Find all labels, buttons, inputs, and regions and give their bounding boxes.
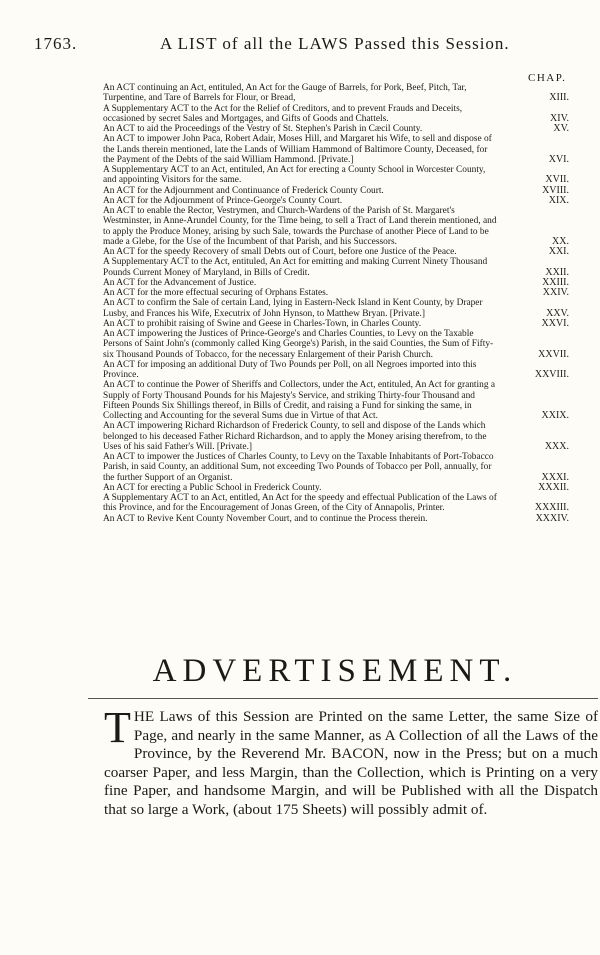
page-header: [0, 34, 600, 64]
act-chapter-number: XXXIV.: [535, 512, 569, 524]
act-title: An ACT for the speedy Recovery of small Debts out of Court, before one Justice of the Peace.: [103, 247, 457, 257]
drop-cap: T: [104, 703, 131, 752]
act-title: An ACT for imposing an additional Duty of Two Pounds per Poll, on all Negroes imported into this Province.: [103, 359, 477, 380]
act-entry: [103, 288, 573, 298]
act-chapter-number: XXX.: [544, 440, 569, 452]
advertisement-rule: [88, 698, 598, 699]
act-entry: [103, 329, 573, 360]
act-entry: [103, 206, 573, 247]
act-chapter-number: XXVIII.: [534, 369, 569, 380]
act-title: A Supplementary ACT to the Act, entituled, An Act for emitting and making Current Ninety Thousand Pounds Current Money of Maryland, in Bills of Credit.: [103, 257, 488, 278]
act-entry: [103, 514, 573, 524]
act-chapter-number: XXIII.: [542, 276, 569, 288]
act-title: An ACT to confirm the Sale of certain Land, lying in Eastern-Neck Island in Kent County, by Draper Lusby, and Frances his Wife, Executrix of John Hynson, to Matthew Bryan. [Private.]: [103, 298, 483, 319]
act-title: An ACT for the Adjournment of Prince-George's County Court.: [103, 195, 343, 206]
act-chapter-number: XXVI.: [541, 317, 569, 329]
act-title: An ACT to enable the Rector, Vestrymen, and Church-Wardens of the Parish of St. Margaret's Westminster, in Anne-Arundel County, for the Time being, to sell a Tract of Land therein mentioned, and to apply the Produce Money, arising by such Sale, towards the Purchase of another Piece of Land to be made a Glebe, for the Use of the Incumbent of that Parish, and his Successors.: [103, 206, 497, 247]
act-title: An ACT to aid the Proceedings of the Vestry of St. Stephen's Parish in Cæcil County.: [103, 124, 423, 134]
act-title: An ACT for erecting a Public School in Frederick County.: [103, 482, 322, 493]
act-chapter-number: XIX.: [548, 194, 569, 206]
act-entry: [103, 257, 573, 278]
act-title: An ACT to prohibit raising of Swine and Geese in Charles-Town, in Charles County.: [103, 318, 422, 329]
act-chapter-number: XXXII.: [538, 481, 569, 493]
act-entry: [103, 165, 573, 186]
act-entry: [103, 493, 573, 514]
act-title: An ACT to continue the Power of Sheriffs and Collectors, under the Act, entituled, An Act for granting a Supply of Forty Thousand Pounds for his Majesty's Service, and striking Thirty-four Thousand and Fifteen Pounds Six Shillings thereof, in Bills of Credit, and raising a Fund for sinking the same, in Collecting and Accounting for the several Sums due in Virtue of that Act.: [103, 380, 496, 421]
act-chapter-number: XVII.: [545, 174, 569, 186]
act-entry: [103, 298, 573, 319]
act-title: An ACT for the Adjournment and Continuance of Frederick County Court.: [103, 185, 384, 196]
act-title: A Supplementary ACT to an Act, entituled, An Act for erecting a County School in Worcester County, and appointing Visitors for the same.: [103, 165, 486, 186]
act-entry: [103, 421, 573, 452]
act-title: An ACT to impower the Justices of Charles County, to Levy on the Taxable Inhabitants of Port-Tobacco Parish, in said County, an additional Sum, not exceeding Two Pounds of Tobacco per Poll, annually, for the further Support of an Organist.: [103, 452, 494, 483]
act-entry: [103, 380, 573, 421]
act-chapter-number: XXI.: [548, 246, 569, 257]
act-entry: [103, 319, 573, 329]
advertisement-title: ADVERTISEMENT.: [152, 653, 518, 689]
act-chapter-number: XV.: [553, 123, 569, 134]
act-chapter-number: XIII.: [549, 92, 569, 104]
act-entry: [103, 186, 573, 196]
chapter-column-label: CHAP.: [528, 72, 567, 84]
act-chapter-number: XXXI.: [541, 471, 569, 483]
act-chapter-number: XVI.: [548, 153, 569, 165]
acts-list: [103, 83, 573, 524]
act-chapter-number: XXV.: [546, 307, 569, 319]
act-chapter-number: XIV.: [550, 112, 569, 124]
act-title: A Supplementary ACT to the Act for the Relief of Creditors, and to prevent Frauds and Deceits, occasioned by secret Sales and Mortgages, and Gifts of Goods and Chattels.: [103, 103, 463, 124]
act-chapter-number: XXII.: [545, 266, 569, 278]
act-entry: [103, 360, 573, 381]
page-year: 1763.: [34, 34, 78, 53]
act-entry: [103, 83, 573, 104]
act-chapter-number: XXIX.: [541, 410, 569, 421]
act-entry: [103, 124, 573, 134]
page-title: A LIST of all the LAWS Passed this Session.: [160, 34, 510, 53]
act-entry: [103, 247, 573, 257]
act-chapter-number: XVIII.: [542, 184, 569, 196]
act-entry: [103, 483, 573, 493]
act-title: An ACT impowering the Justices of Prince-George's and Charles Counties, to Levy on the Taxable Persons of Saint John's (commonly called King George's) Parish, in the said Counties, the Sum of Fifty-six Thousand Pounds of Tobacco, for the necessary Enlargement of their Parish Church.: [103, 329, 494, 360]
act-title: An ACT for the Advancement of Justice.: [103, 277, 257, 288]
act-title: An ACT continuing an Act, entituled, An Act for the Gauge of Barrels, for Pork, Beef, Pitch, Tar, Turpentine, and Tare of Barrels for Flour, or Bread,: [103, 83, 467, 104]
act-entry: [103, 196, 573, 206]
act-title: An ACT to impower John Paca, Robert Adair, Moses Hill, and Margaret his Wife, to sell and dispose of the Lands therein mentioned, late the Lands of William Hammond of Baltimore County, Deceased, for the Payment of the Debts of the said William Hammond. [Private.]: [103, 134, 492, 165]
act-entry: [103, 452, 573, 483]
act-title: An ACT impowering Richard Richardson of Frederick County, to sell and dispose of the Lands which belonged to his deceased Father Richard Richardson, and to apply the Money arising therefrom, to the Uses of his said Father's Will. [Private.]: [103, 421, 487, 452]
act-title: An ACT for the more effectual securing of Orphans Estates.: [103, 288, 329, 298]
act-entry: [103, 104, 573, 125]
act-title: An ACT to Revive Kent County November Court, and to continue the Process therein.: [103, 513, 428, 524]
advertisement-text: HE Laws of this Session are Printed on the same Letter, the same Size of Page, and nearly in the same Manner, as A Collection of all the Laws of the Province, by the Reverend Mr. BACON, now in the Press; but on a much coarser Paper, and less Margin, than the Collection, which is Printing on a very fine Paper, and handsome Margin, and will be Published with all the Dispatch that so large a Work, (about 175 Sheets) will possibly admit of.: [104, 708, 598, 818]
act-entry: [103, 134, 573, 165]
advertisement-body: [104, 703, 598, 820]
act-chapter-number: XX.: [552, 235, 569, 247]
act-entry: [103, 278, 573, 288]
act-chapter-number: XXXIII.: [534, 502, 569, 514]
act-title: A Supplementary ACT to an Act, entitled, An Act for the speedy and effectual Publication of the Laws of this Province, and for the Encouragement of Jonas Green, of the City of Annapolis, Printer.: [103, 493, 497, 514]
act-chapter-number: XXVII.: [538, 348, 569, 360]
act-chapter-number: XXIV.: [542, 287, 569, 298]
